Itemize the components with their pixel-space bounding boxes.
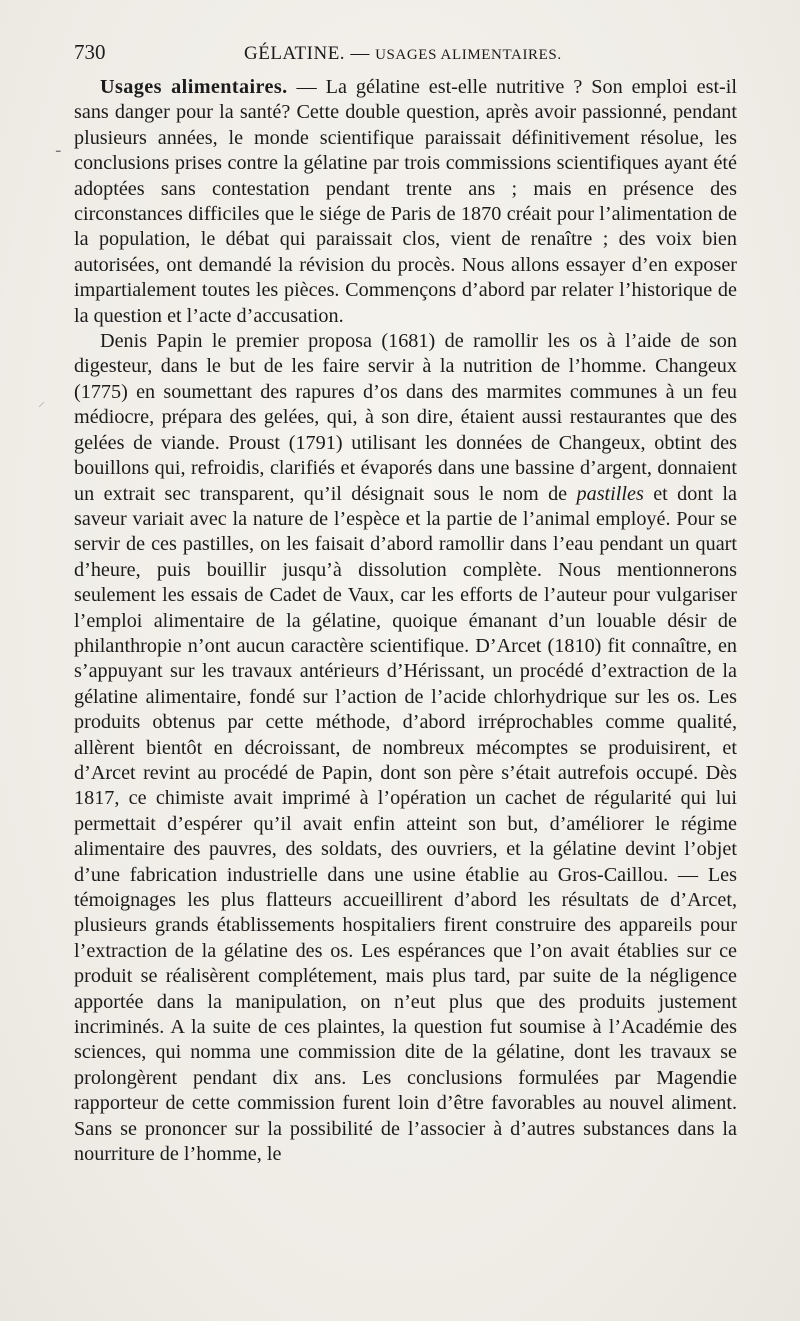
margin-dash-mark: - (55, 140, 62, 161)
running-head-title (244, 43, 562, 65)
paragraph-2-after: et dont la saveur variait avec la nature de l’espèce et la partie de l’animal employé. Pour se servir de ces pastilles, on les faisait d’abord ramollir dans l’eau pendant un quart d’heure, puis bouillir jusqu’à dissolution complète. Nous mentionnerons seulement les essais de Cadet de Vaux, car les efforts de l’auteur pour vulgariser l’emploi alimentaire de la gélatine, quoique émanant d’un louable désir de philanthropie n’ont aucun caractère scientifique. D’Arcet (1810) fit connaître, en s’appuyant sur les travaux antérieurs d’Hérissant, un procédé d’extraction de la gélatine alimentaire, fondé sur l’action de l’acide chlorhydrique sur les os. Les produits obtenus par cette méthode, d’abord irréprochables comme qualité, allèrent bientôt en décroissant, de nombreux mécomptes se produisirent, et d’Arcet revint au procédé de Papin, dont son père s’était autrefois occupé. Dès 1817, ce chimiste avait imprimé à l’opération un cachet de régularité qui lui permettait d’espérer qu’il avait enfin atteint son but, d’améliorer le régime alimentaire des pauvres, des soldats, des ouvriers, et la gélatine devint l’objet d’une fabrication industrielle dans une usine établie au Gros-Caillou. — Les témoignages les plus flatteurs accueillirent d’abord les résultats de d’Arcet, plusieurs grands établissements hospitaliers firent construire des appareils pour l’extraction de la gélatine des os. Les espérances que l’on avait établies sur ce produit se réalisèrent complétement, mais plus tard, par suite de la négligence apportée dans la manipulation, on n’eut plus que des produits justement incriminés. A la suite de ces plaintes, la question fut soumise à l’Académie des sciences, qui nomma une commission dite de la gélatine, dont les travaux se prolongèrent pendant dix ans. Les conclusions formulées par Magendie rapporteur de cette commission furent loin d’être favorables au nouvel aliment. Sans se prononcer sur la possibilité de l’associer à d’autres substances dans la nourriture de l’homme, le (74, 482, 737, 1166)
section-title: Usages alimentaires. (100, 76, 288, 98)
article-body (74, 75, 737, 1167)
paragraph-2-before: Denis Papin le premier proposa (1681) de ramollir les os à l’aide de son digesteur, dans le but de les faire servir à la nutrition de l’homme. Changeux (1775) en soumettant des rapures d’os dans des marmites communes à un feu médiocre, prépara des gelées, qui, à son dire, étaient aussi restaurantes que des gelées de viande. Proust (1791) utilisant les données de Changeux, obtint des bouillons qui, refroidis, clarifiés et évaporés dans une bassine d’argent, donnaient un extrait sec transparent, qu’il désignait sous le nom de (74, 330, 737, 505)
paragraph-2-italic-term: pastilles (576, 482, 644, 505)
running-header (74, 40, 730, 65)
paragraph-2 (74, 329, 737, 1167)
paragraph-1-text: — La gélatine est-elle nutritive ? Son emploi est-il sans danger pour la santé? Cette double question, après avoir passionné, pendant plusieurs années, le monde scientifique paraissait définitivement résolue, les conclusions prises contre la gélatine par trois commissions scientifiques ayant été adoptées sans contestation pendant trente ans ; mais en présence des circonstances difficiles que le siége de Paris de 1870 créait pour l’alimentation de la population, le débat qui paraissait clos, vient de renaître ; des voix bien autorisées, ont demandé la révision du procès. Nous allons essayer d’en exposer impartialement toutes les pièces. Commençons d’abord par relater l’historique de la question et l’acte d’accusation. (74, 76, 737, 327)
running-separator: — (350, 43, 370, 64)
paragraph-1 (74, 75, 737, 329)
margin-smudge-mark: ⸝ (38, 394, 45, 410)
running-title: GÉLATINE. (244, 43, 346, 64)
running-subtitle: USAGES ALIMENTAIRES. (375, 47, 562, 63)
page-number: 730 (74, 40, 106, 64)
